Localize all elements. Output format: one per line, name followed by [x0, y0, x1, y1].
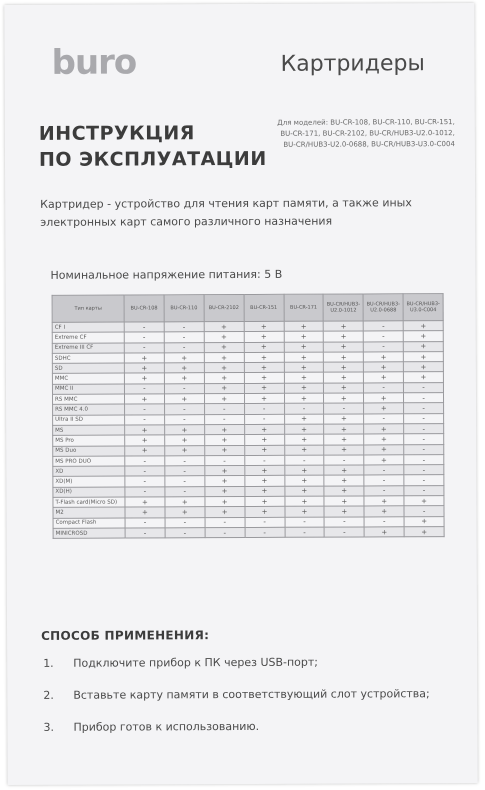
support-cell: - [324, 403, 364, 413]
support-cell: + [284, 465, 324, 475]
support-cell: - [245, 517, 285, 527]
support-cell: + [364, 362, 404, 372]
models-line-1: Для моделей: BU-CR-108, BU-CR-110, BU-CR-151, [277, 118, 455, 127]
support-cell: + [244, 352, 284, 362]
support-cell: + [244, 424, 284, 434]
support-cell: - [124, 322, 164, 332]
support-cell: + [204, 394, 244, 404]
card-type-cell: RS MMC 4.0 [53, 404, 125, 415]
support-cell: - [324, 517, 364, 527]
support-cell: + [164, 394, 204, 404]
support-cell: - [164, 414, 204, 424]
support-cell: - [364, 465, 404, 475]
support-cell: - [364, 413, 404, 423]
support-cell: + [324, 352, 364, 362]
support-cell: - [244, 414, 284, 424]
support-cell: + [244, 363, 284, 373]
support-cell: - [404, 465, 444, 475]
support-cell: - [404, 434, 444, 444]
card-type-cell: Extreme III CF [52, 343, 124, 354]
usage-step [43, 685, 463, 719]
table-row [53, 527, 444, 539]
card-type-cell: SDHC [52, 353, 124, 364]
column-header-card-type: Тип карты [52, 295, 124, 322]
support-cell: + [284, 486, 324, 496]
support-cell: - [124, 332, 164, 342]
card-type-cell: XD(H) [53, 487, 125, 498]
support-cell: + [284, 362, 324, 372]
step-text: Прибор готов к использованию. [73, 719, 260, 734]
support-cell: - [364, 475, 404, 485]
support-cell: + [364, 403, 404, 413]
support-cell: - [165, 528, 205, 538]
description-line-2: электронных карт самого различного назначения [40, 214, 333, 229]
support-cell: - [164, 322, 204, 332]
support-cell: - [244, 404, 284, 414]
support-cell: - [164, 383, 204, 393]
support-cell: - [125, 466, 165, 476]
card-type-cell: MINICROSD [53, 528, 125, 539]
support-cell: + [124, 394, 164, 404]
support-cell: - [364, 486, 404, 496]
support-cell: + [284, 331, 324, 341]
support-cell: - [404, 413, 444, 423]
title-line-2: ПО ЭКСПЛУАТАЦИИ [38, 147, 267, 171]
support-cell: + [205, 507, 245, 517]
card-type-cell: Extreme CF [52, 332, 124, 343]
support-cell: - [204, 414, 244, 424]
support-cell: + [204, 373, 244, 383]
support-cell: + [404, 372, 444, 382]
step-number: 1. [43, 656, 54, 670]
support-cell: + [244, 393, 284, 403]
support-cell: + [364, 424, 404, 434]
support-cell: - [124, 342, 164, 352]
support-cell: - [164, 332, 204, 342]
support-cell: + [244, 383, 284, 393]
support-cell: - [404, 506, 444, 516]
support-cell: + [165, 435, 205, 445]
models-line-3: BU-CR/HUB3-U2.0-0688, BU-CR/HUB3-U3.0-C004 [283, 140, 455, 149]
support-cell: + [245, 507, 285, 517]
support-cell: + [204, 352, 244, 362]
support-cell: + [404, 496, 444, 506]
support-cell: + [364, 527, 404, 537]
support-cell: + [165, 507, 205, 517]
support-cell: + [204, 342, 244, 352]
column-header-model: BU-CR-110 [164, 295, 204, 322]
column-header-model: BU-CR-171 [284, 294, 324, 321]
support-cell: - [125, 456, 165, 466]
card-type-cell: MMC [52, 373, 124, 384]
support-cell: + [204, 424, 244, 434]
support-cell: + [125, 507, 165, 517]
support-cell: + [245, 486, 285, 496]
support-cell: + [284, 373, 324, 383]
support-cell: + [324, 486, 364, 496]
support-cell: + [205, 476, 245, 486]
support-cell: + [324, 342, 364, 352]
support-cell: + [404, 516, 444, 526]
support-cell: - [205, 527, 245, 537]
document-title [39, 120, 267, 173]
support-cell: + [125, 435, 165, 445]
support-cell: + [284, 506, 324, 516]
support-cell: + [403, 331, 443, 341]
card-type-cell: CF I [52, 322, 124, 333]
support-cell: + [324, 393, 364, 403]
support-cell: - [404, 454, 444, 464]
support-cell: + [364, 393, 404, 403]
card-type-cell: XD(M) [53, 476, 125, 487]
support-cell: + [204, 321, 244, 331]
support-cell: - [165, 486, 205, 496]
card-type-cell: MS Duo [53, 446, 125, 457]
support-cell: + [164, 363, 204, 373]
table-header-row [52, 294, 443, 323]
support-cell: - [125, 476, 165, 486]
card-type-cell: Compact Flash [53, 518, 125, 529]
step-number: 3. [43, 720, 54, 734]
support-cell: - [124, 384, 164, 394]
device-description [40, 194, 440, 232]
support-cell: + [125, 497, 165, 507]
support-cell: + [125, 445, 165, 455]
support-cell: - [165, 466, 205, 476]
support-cell: - [324, 527, 364, 537]
support-cell: + [124, 363, 164, 373]
column-header-model: BU-CR-108 [124, 295, 164, 322]
support-cell: + [284, 383, 324, 393]
support-cell: - [125, 528, 165, 538]
usage-step [43, 653, 463, 687]
support-cell: - [165, 517, 205, 527]
support-cell: + [165, 497, 205, 507]
support-cell: - [324, 455, 364, 465]
support-cell: + [204, 383, 244, 393]
support-cell: + [324, 506, 364, 516]
support-cell: - [404, 382, 444, 392]
support-cell: - [125, 415, 165, 425]
support-cell: + [244, 342, 284, 352]
support-cell: + [204, 332, 244, 342]
support-cell: + [284, 424, 324, 434]
support-cell: + [284, 393, 324, 403]
instruction-sheet [4, 3, 477, 785]
support-cell: - [363, 321, 403, 331]
support-cell: + [324, 321, 364, 331]
support-cell: + [245, 496, 285, 506]
support-cell: - [204, 404, 244, 414]
support-cell: + [284, 476, 324, 486]
support-cell: - [165, 456, 205, 466]
support-cell: + [364, 352, 404, 362]
support-cell: - [164, 404, 204, 414]
card-type-cell: MMC II [52, 384, 124, 395]
support-cell: - [285, 527, 325, 537]
support-cell: + [244, 445, 284, 455]
support-cell: + [324, 465, 364, 475]
support-cell: + [403, 321, 443, 331]
support-cell: + [284, 445, 324, 455]
support-cell: - [363, 331, 403, 341]
column-header-model: BU-CR/HUB3-U2.0-0688 [363, 294, 403, 321]
usage-steps [43, 653, 463, 751]
usage-step [43, 717, 463, 751]
card-type-cell: MS PRO DUO [53, 456, 125, 467]
support-cell: + [125, 425, 165, 435]
step-number: 2. [43, 688, 54, 702]
support-cell: - [364, 341, 404, 351]
support-cell: - [284, 404, 324, 414]
card-type-cell: T-Flash card(Micro SD) [53, 497, 125, 508]
support-cell: + [284, 352, 324, 362]
rated-voltage: Номинальное напряжение питания: 5 В [50, 267, 283, 282]
support-cell: + [324, 383, 364, 393]
support-cell: - [364, 516, 404, 526]
support-cell: + [284, 321, 324, 331]
support-cell: - [245, 527, 285, 537]
support-cell: - [125, 404, 165, 414]
support-cell: - [404, 475, 444, 485]
product-category: Картридеры [280, 51, 425, 77]
support-cell: - [404, 403, 444, 413]
support-cell: + [164, 373, 204, 383]
support-cell: - [205, 517, 245, 527]
support-cell: - [244, 455, 284, 465]
support-cell: + [244, 435, 284, 445]
support-cell: + [404, 527, 444, 537]
step-text: Подключите прибор к ПК через USB-порт; [73, 655, 319, 670]
models-line-2: BU-CR-171, BU-CR-2102, BU-CR/HUB3-U2.0-1012, [280, 129, 455, 138]
support-cell: + [324, 496, 364, 506]
support-cell: + [324, 475, 364, 485]
support-cell: + [164, 353, 204, 363]
description-line-1: Картридер - устройство для чтения карт памяти, а также иных [40, 196, 412, 211]
support-cell: + [324, 424, 364, 434]
support-cell: + [324, 362, 364, 372]
support-cell: + [244, 321, 284, 331]
support-cell: - [205, 455, 245, 465]
usage-heading: СПОСОБ ПРИМЕНЕНИЯ: [41, 628, 210, 643]
column-header-model: BU-CR/HUB3-U3.0-C004 [403, 294, 443, 321]
support-cell: - [404, 424, 444, 434]
support-cell: - [404, 393, 444, 403]
support-cell: + [284, 496, 324, 506]
support-cell: + [284, 414, 324, 424]
support-cell: + [364, 455, 404, 465]
support-cell: + [244, 373, 284, 383]
support-cell: + [244, 465, 284, 475]
models-list [275, 117, 455, 151]
support-cell: + [364, 496, 404, 506]
support-cell: - [364, 383, 404, 393]
support-cell: - [404, 485, 444, 495]
support-cell: + [324, 372, 364, 382]
card-type-cell: RS MMC [52, 394, 124, 405]
support-cell: - [125, 517, 165, 527]
support-cell: + [324, 414, 364, 424]
support-cell: - [164, 342, 204, 352]
support-cell: + [204, 363, 244, 373]
column-header-model: BU-CR-2102 [204, 294, 244, 321]
support-cell: + [403, 341, 443, 351]
brand-logo: buro [51, 42, 137, 83]
card-type-cell: Ultra II SD [53, 415, 125, 426]
support-cell: + [284, 342, 324, 352]
support-cell: - [285, 517, 325, 527]
support-cell: + [124, 373, 164, 383]
support-cell: + [205, 497, 245, 507]
support-cell: + [124, 353, 164, 363]
support-cell: - [284, 455, 324, 465]
column-header-model: BU-CR/HUB3-U2.0-1012 [323, 294, 363, 321]
card-type-cell: SD [52, 363, 124, 374]
support-cell: - [125, 487, 165, 497]
support-cell: + [284, 434, 324, 444]
support-cell: + [324, 434, 364, 444]
support-cell: + [364, 372, 404, 382]
support-cell: + [403, 352, 443, 362]
title-line-1: ИНСТРУКЦИЯ [38, 122, 195, 145]
support-cell: + [244, 332, 284, 342]
support-cell: + [324, 331, 364, 341]
support-cell: + [205, 486, 245, 496]
support-cell: + [204, 435, 244, 445]
card-type-cell: XD [53, 466, 125, 477]
column-header-model: BU-CR-151 [244, 294, 284, 321]
support-cell: + [324, 445, 364, 455]
card-compatibility-table [52, 293, 445, 539]
support-cell: + [165, 425, 205, 435]
support-cell: + [364, 506, 404, 516]
card-type-cell: MS Pro [53, 435, 125, 446]
support-cell: + [244, 476, 284, 486]
support-cell: + [364, 434, 404, 444]
support-cell: + [364, 444, 404, 454]
support-cell: + [204, 445, 244, 455]
support-cell: - [404, 444, 444, 454]
support-cell: + [403, 362, 443, 372]
step-text: Вставьте карту памяти в соответствующий слот устройства; [73, 687, 430, 702]
support-cell: - [165, 476, 205, 486]
card-type-cell: M2 [53, 507, 125, 518]
support-cell: + [205, 466, 245, 476]
card-type-cell: MS [53, 425, 125, 436]
support-cell: + [165, 445, 205, 455]
